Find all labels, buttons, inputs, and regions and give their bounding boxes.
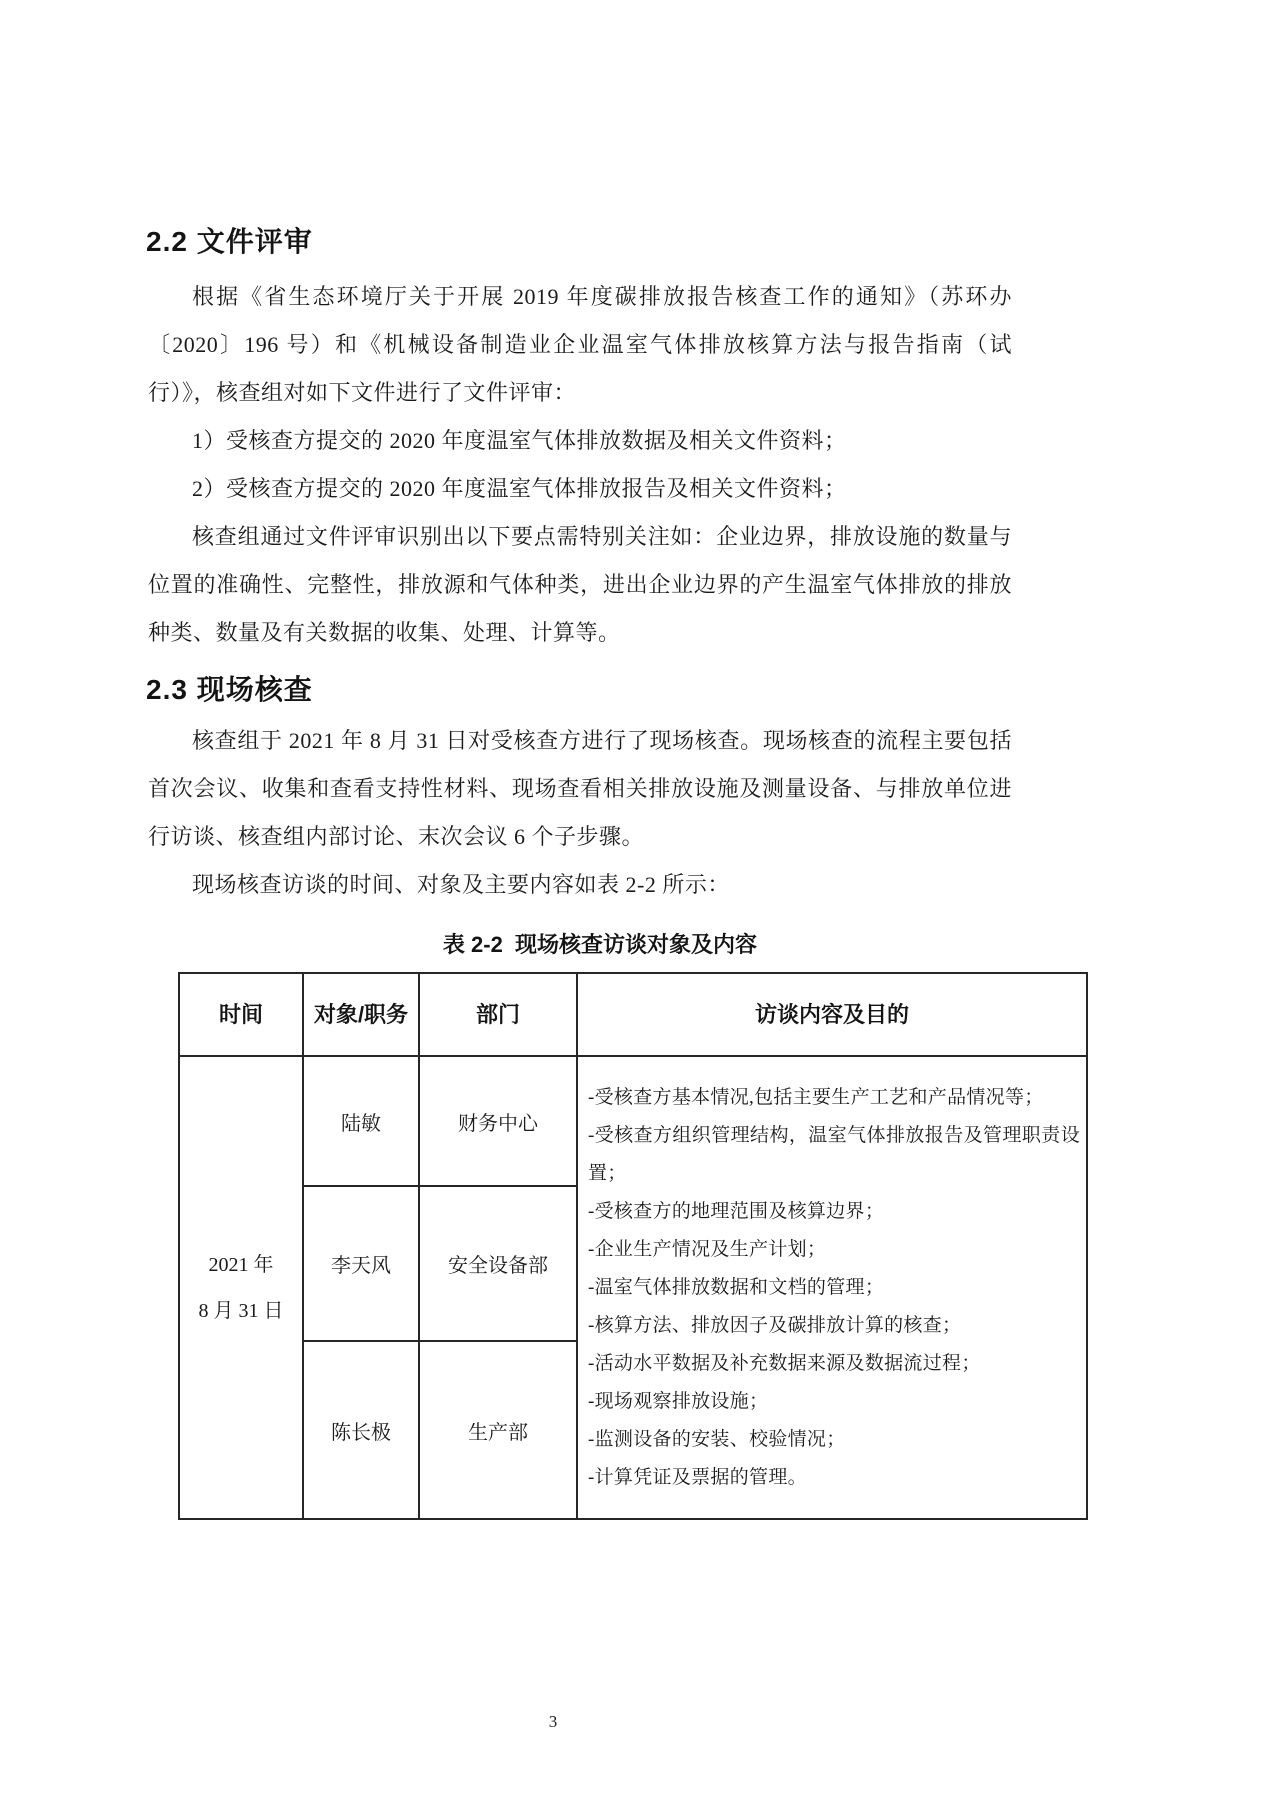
page-number: 3 bbox=[548, 1712, 558, 1731]
department-cell: 财务中心 bbox=[419, 1056, 577, 1186]
column-header-content: 访谈内容及目的 bbox=[577, 973, 1087, 1056]
section-2-3-paragraph-1: 核查组于 2021 年 8 月 31 日对受核查方进行了现场核查。现场核查的流程主要包括首次会议、收集和查看支持性材料、现场查看相关排放设施及测量设备、与排放单位进行访谈、核查组内部讨论、末次会议 6 个子步骤。 bbox=[148, 728, 1012, 849]
content-item: -核算方法、排放因子及碳排放计算的核查； bbox=[588, 1314, 962, 1336]
table-caption: 表 2-2 现场核查访谈对象及内容 bbox=[442, 932, 758, 957]
person-cell: 陈长极 bbox=[303, 1341, 419, 1519]
table-header-row bbox=[179, 973, 1087, 1056]
content-item: -现场观察排放设施； bbox=[588, 1390, 769, 1412]
department-cell: 安全设备部 bbox=[419, 1186, 577, 1341]
document-list-item-1: 1）受核查方提交的 2020 年度温室气体排放数据及相关文件资料； bbox=[192, 428, 847, 453]
department-cell: 生产部 bbox=[419, 1341, 577, 1519]
interview-table bbox=[178, 972, 1088, 1520]
content-item: -温室气体排放数据和文档的管理； bbox=[588, 1276, 885, 1298]
section-2-2-paragraph-1: 根据《省生态环境厅关于开展 2019 年度碳排放报告核查工作的通知》（苏环办〔2020〕196 号）和《机械设备制造业企业温室气体排放核算方法与报告指南（试行）》，核查组对如下文件进行了文件评审： bbox=[148, 284, 1012, 405]
time-line-1: 2021 年 bbox=[208, 1253, 274, 1276]
person-cell: 陆敏 bbox=[303, 1056, 419, 1186]
person-cell: 李天风 bbox=[303, 1186, 419, 1341]
column-header-person: 对象/职务 bbox=[303, 973, 419, 1056]
content-item: -受核查方基本情况,包括主要生产工艺和产品情况等； bbox=[588, 1086, 1044, 1108]
table-row bbox=[179, 1056, 1087, 1186]
column-header-department: 部门 bbox=[419, 973, 577, 1056]
document-list-item-2: 2）受核查方提交的 2020 年度温室气体排放报告及相关文件资料； bbox=[192, 476, 847, 501]
content-item: -活动水平数据及补充数据来源及数据流过程； bbox=[588, 1352, 981, 1374]
content-item: -受核查方的地理范围及核算边界； bbox=[588, 1200, 885, 1222]
content-item: -受核查方组织管理结构，温室气体排放报告及管理职责设置； bbox=[588, 1124, 1080, 1184]
content-item: -企业生产情况及生产计划； bbox=[588, 1238, 827, 1260]
section-2-3-paragraph-2: 现场核查访谈的时间、对象及主要内容如表 2-2 所示： bbox=[192, 872, 730, 897]
section-2-2-paragraph-2: 核查组通过文件评审识别出以下要点需特别关注如：企业边界，排放设施的数量与位置的准确性、完整性，排放源和气体种类，进出企业边界的产生温室气体排放的排放种类、数量及有关数据的收集、处理、计算等。 bbox=[148, 524, 1012, 645]
content-item: -监测设备的安装、校验情况； bbox=[588, 1428, 846, 1450]
time-line-2: 8 月 31 日 bbox=[198, 1299, 284, 1322]
content-item: -计算凭证及票据的管理。 bbox=[588, 1466, 807, 1488]
section-2-3-heading: 2.3 现场核查 bbox=[146, 674, 313, 705]
interview-content-cell bbox=[577, 1056, 1087, 1519]
section-2-2-heading: 2.2 文件评审 bbox=[146, 226, 313, 257]
column-header-time: 时间 bbox=[179, 973, 303, 1056]
time-cell bbox=[179, 1056, 303, 1519]
